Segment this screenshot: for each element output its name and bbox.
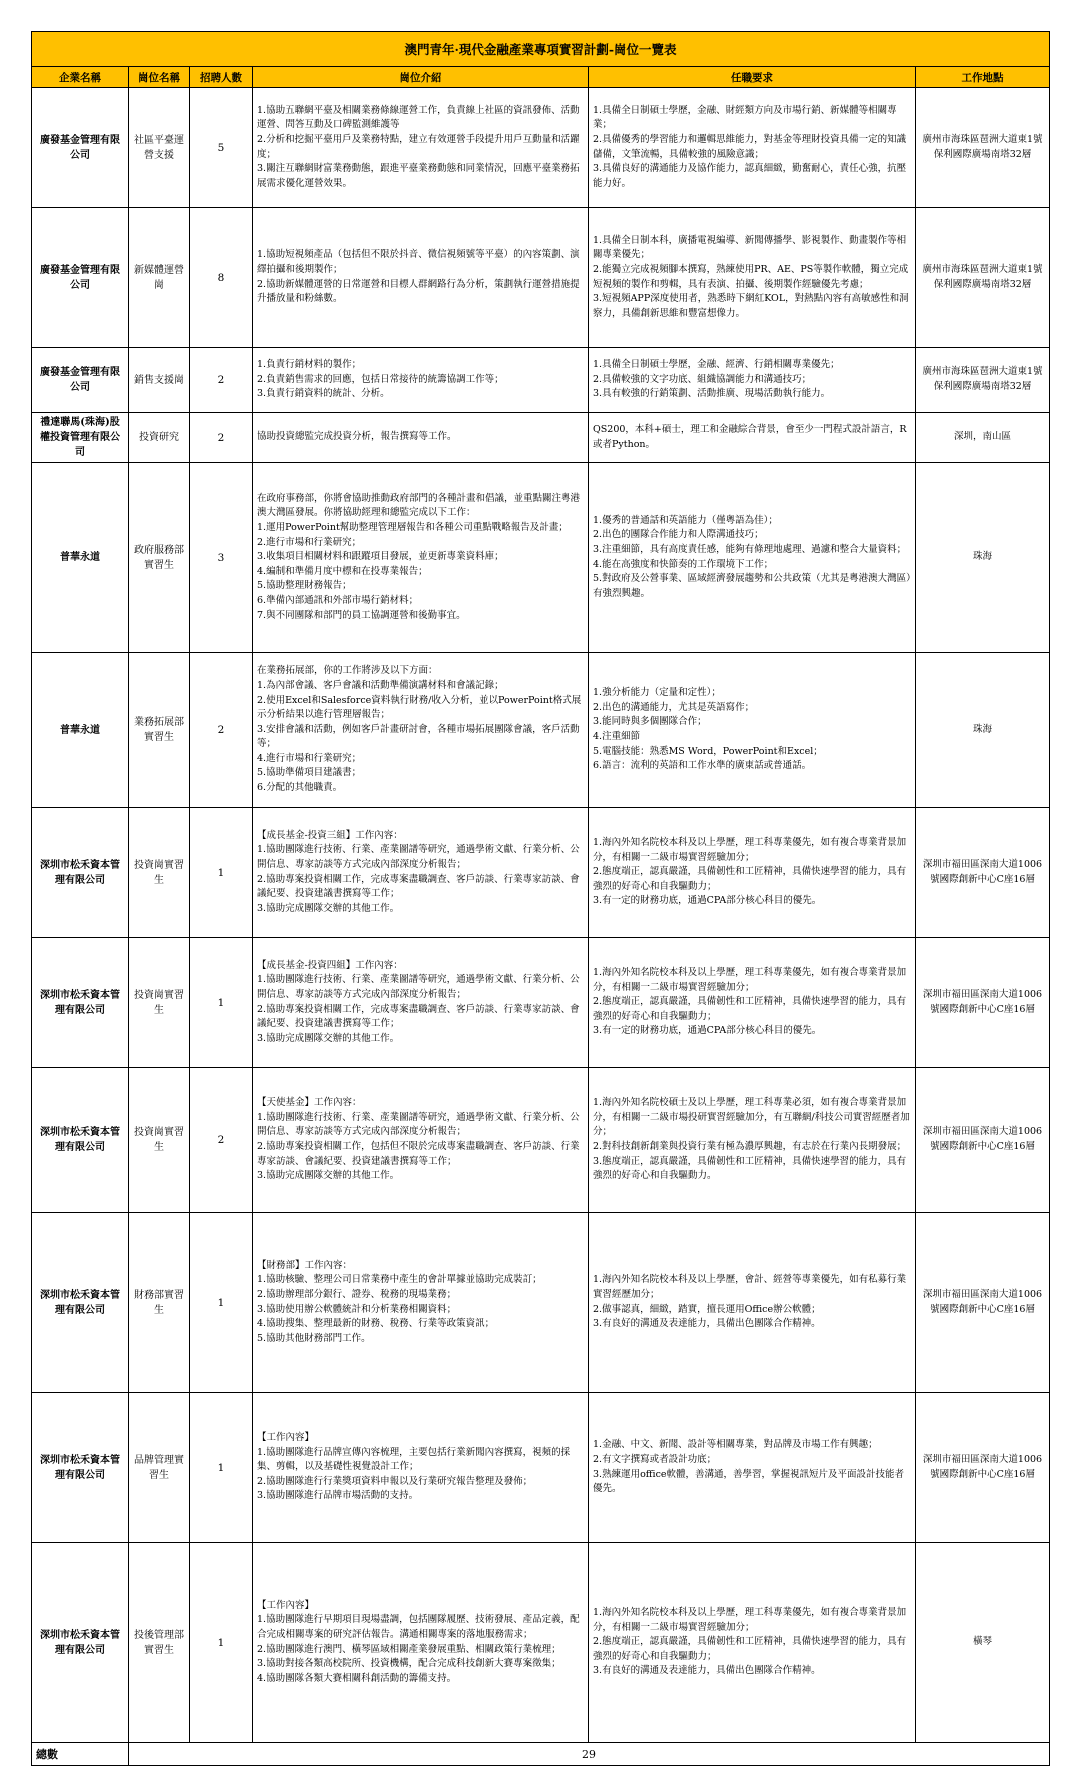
description-cell: 【工作內容】 1.協助團隊進行早期項目現場盡調，包括團隊履歷、技術發展、產品定義，配合完成相關專案的研究評估報告。溝通相關專案的落地服務需求； 2.協助團隊進行澳門、橫琴區域相關產業發展重點、相關政策行業梳理； 3.協助對接各類高校院所、投資機構，配合完成科技創新大賽專案徵集； 4.協助團隊各類大賽相關科創活動的籌備支持。: [253, 1543, 589, 1743]
requirements-cell: 1.海內外知名院校碩士及以上學歷，理工科專業必須，如有複合專業背景加分，有相關一二級市場投研實習經驗加分，有互聯網/科技公司實習經歷者加分； 2.對科技創新創業與投資行業有極為濃厚興趣，有志於在行業內長期發展； 3.態度端正，認真嚴謹，具備韌性和工匠精神，具備快速學習的能力，具有強烈的好奇心和自我驅動力。: [589, 1068, 916, 1213]
table-row: [32, 1068, 1050, 1213]
requirements-cell: 1.金融、中文、新聞、設計等相關專業，對品牌及市場工作有興趣； 2.有文字撰寫或者設計功底； 3.熟練運用office軟體，善溝通，善學習，掌握視訊短片及平面設計技能者優先。: [589, 1393, 916, 1543]
company-cell: 廣發基金管理有限公司: [32, 88, 129, 208]
company-cell: 廣發基金管理有限公司: [32, 208, 129, 348]
description-cell: 協助投資總監完成投資分析，報告撰寫等工作。: [253, 413, 589, 463]
position-cell: 業務拓展部實習生: [129, 653, 190, 808]
location-cell: 廣州市海珠區琶洲大道東1號保利國際廣場南塔32層: [916, 88, 1050, 208]
total-label: 總數: [32, 1743, 129, 1766]
header-position: 崗位名稱: [129, 67, 190, 88]
count-cell: 5: [190, 88, 253, 208]
table-row: [32, 413, 1050, 463]
position-cell: 政府服務部實習生: [129, 463, 190, 653]
description-cell: 在政府事務部，你將會協助推動政府部門的各種計畫和倡議，並重點關注粵港澳大灣區發展。你將協助經理和總監完成以下工作： 1.運用PowerPoint幫助整理管理層報告和各種公司重點戰略報告及計畫； 2.進行市場和行業研究； 3.收集項目相關材料和跟蹤項目發展，並更新專業資料庫； 4.編制和準備月度中標和在投專業報告； 5.協助整理財務報告； 6.準備內部通訊和外部市場行銷材料； 7.與不同團隊和部門的員工協調運營和後勤事宜。: [253, 463, 589, 653]
header-requirements: 任職要求: [589, 67, 916, 88]
requirements-cell: 1.具備全日制碩士學歷，金融、經濟、行銷相關專業優先； 2.具備較強的文字功底、組織協調能力和溝通技巧； 3.具有較強的行銷策劃、活動推廣、現場活動執行能力。: [589, 348, 916, 413]
description-cell: 【成長基金-投資四組】工作內容： 1.協助團隊進行技術、行業、產業圖譜等研究，通過學術文獻、行業分析、公開信息、專家訪談等方式完成內部深度分析報告； 2.協助專案投資相關工作，完成專案盡職調查、客戶訪談、行業專家訪談、會議紀要、投資建議書撰寫等工作； 3.協助完成團隊交辦的其他工作。: [253, 938, 589, 1068]
table-row: [32, 1543, 1050, 1743]
count-cell: 2: [190, 348, 253, 413]
description-cell: 1.協助五聯網平臺及相關業務條線運營工作，負責線上社區的資訊發佈、活動運營、問答互動及口碑監測維護等 2.分析和挖掘平臺用戶及業務特點，建立有效運營手段提升用戶互動量和活躍度； 3.關注互聯網財富業務動態，跟進平臺業務動態和同業情況，回應平臺業務拓展需求優化運營效果。: [253, 88, 589, 208]
table-row: [32, 1393, 1050, 1543]
header-description: 崗位介紹: [253, 67, 589, 88]
location-cell: 深圳市福田區深南大道1006號國際創新中心C座16層: [916, 1393, 1050, 1543]
company-cell: 深圳市松禾資本管理有限公司: [32, 1543, 129, 1743]
location-cell: 珠海: [916, 463, 1050, 653]
table-row: [32, 88, 1050, 208]
company-cell: 深圳市松禾資本管理有限公司: [32, 1393, 129, 1543]
count-cell: 2: [190, 653, 253, 808]
requirements-cell: 1.優秀的普通話和英語能力（僅粵語為佳）； 2.出色的團隊合作能力和人際溝通技巧； 3.注重細節，具有高度責任感，能夠有條理地處理、過濾和整合大量資料； 4.能在高強度和快節奏的工作環境下工作； 5.對政府及公營事業、區域經濟發展趨勢和公共政策（尤其是粵港澳大灣區）有強烈興趣。: [589, 463, 916, 653]
total-row: [32, 1743, 1050, 1766]
position-cell: 社區平臺運營支援: [129, 88, 190, 208]
requirements-cell: 1.海內外知名院校本科及以上學歷，理工科專業優先，如有複合專業背景加分，有相關一二級市場實習經驗加分； 2.態度端正，認真嚴謹，具備韌性和工匠精神，具備快速學習的能力，具有強烈的好奇心和自我驅動力； 3.有良好的溝通及表達能力，具備出色團隊合作精神。: [589, 1543, 916, 1743]
location-cell: 橫琴: [916, 1543, 1050, 1743]
count-cell: 2: [190, 1068, 253, 1213]
description-cell: 【成長基金-投資三組】工作內容： 1.協助團隊進行技術、行業、產業圖譜等研究，通過學術文獻、行業分析、公開信息、專家訪談等方式完成內部深度分析報告； 2.協助專案投資相關工作，完成專案盡職調查、客戶訪談、行業專家訪談、會議紀要、投資建議書撰寫等工作； 3.協助完成團隊交辦的其他工作。: [253, 808, 589, 938]
title-row: [32, 32, 1050, 67]
position-cell: 投資崗實習生: [129, 808, 190, 938]
position-cell: 投資研究: [129, 413, 190, 463]
count-cell: 3: [190, 463, 253, 653]
position-cell: 投後管理部實習生: [129, 1543, 190, 1743]
company-cell: 深圳市松禾資本管理有限公司: [32, 1213, 129, 1393]
location-cell: 深圳市福田區深南大道1006號國際創新中心C座16層: [916, 808, 1050, 938]
location-cell: 廣州市海珠區琶洲大道東1號保利國際廣場南塔32層: [916, 208, 1050, 348]
position-cell: 投資崗實習生: [129, 938, 190, 1068]
description-cell: 【天使基金】工作內容： 1.協助團隊進行技術、行業、產業圖譜等研究，通過學術文獻、行業分析、公開信息、專家訪談等方式完成內部深度分析報告； 2.協助專案投資相關工作，包括但不限於完成專案盡職調查、客戶訪談、行業專家訪談、會議紀要、投資建議書撰寫等工作； 3.協助完成團隊交辦的其他工作。: [253, 1068, 589, 1213]
position-cell: 銷售支援崗: [129, 348, 190, 413]
description-cell: 【工作內容】 1.協助團隊進行品牌宣傳內容梳理，主要包括行業新聞內容撰寫，視頻的採集、剪輯，以及基礎性視覺設計工作； 2.協助團隊進行行業獎項資料申報以及行業研究報告整理及發佈； 3.協助團隊進行品牌市場活動的支持。: [253, 1393, 589, 1543]
page-title: 澳門青年·現代金融產業專項實習計劃-崗位一覽表: [32, 32, 1050, 67]
requirements-cell: QS200，本科+碩士，理工和金融綜合背景，會至少一門程式設計語言，R或者Python。: [589, 413, 916, 463]
location-cell: 深圳，南山區: [916, 413, 1050, 463]
company-cell: 禮達聯馬(珠海)股權投資管理有限公司: [32, 413, 129, 463]
description-cell: 【財務部】工作內容： 1.協助核驗、整理公司日常業務中產生的會計單據並協助完成裝訂； 2.協助辦理部分銀行、證券、稅務的現場業務； 3.協助使用辦公軟體統計和分析業務相關資料； 4.協助搜集、整理最新的財務、稅務、行業等政策資訊； 5.協助其他財務部門工作。: [253, 1213, 589, 1393]
count-cell: 2: [190, 413, 253, 463]
header-row: [32, 67, 1050, 88]
position-cell: 投資崗實習生: [129, 1068, 190, 1213]
header-location: 工作地點: [916, 67, 1050, 88]
total-value: 29: [129, 1743, 1050, 1766]
header-count: 招聘人數: [190, 67, 253, 88]
requirements-cell: 1.具備全日制本科，廣播電視編導、新聞傳播學、影視製作、動畫製作等相關專業優先； 2.能獨立完成視頻腳本撰寫，熟練使用PR、AE、PS等製作軟體，獨立完成短視頻的製作和剪輯，具有表演、拍攝、後期製作經驗優先考慮； 3.短視頻APP深度使用者，熟悉時下網紅KOL，對熱點內容有高敏感性和洞察力，具備創新思維和豐富想像力。: [589, 208, 916, 348]
location-cell: 廣州市海珠區琶洲大道東1號保利國際廣場南塔32層: [916, 348, 1050, 413]
table-row: [32, 653, 1050, 808]
table-row: [32, 808, 1050, 938]
description-cell: 1.協助短視頻產品（包括但不限於抖音、微信視頻號等平臺）的內容策劃、演繹拍攝和後期製作； 2.協助新媒體運營的日常運營和目標人群網路行為分析，策劃執行運營措施提升播放量和粉絲數。: [253, 208, 589, 348]
position-cell: 品牌管理實習生: [129, 1393, 190, 1543]
location-cell: 深圳市福田區深南大道1006號國際創新中心C座16層: [916, 1213, 1050, 1393]
requirements-cell: 1.強分析能力（定量和定性）； 2.出色的溝通能力，尤其是英語寫作； 3.能同時與多個團隊合作； 4.注重細節 5.電腦技能：熟悉MS Word，PowerPoint和Excel； 6.語言：流利的英語和工作水準的廣東話或普通話。: [589, 653, 916, 808]
location-cell: 深圳市福田區深南大道1006號國際創新中心C座16層: [916, 938, 1050, 1068]
count-cell: 1: [190, 1393, 253, 1543]
company-cell: 深圳市松禾資本管理有限公司: [32, 938, 129, 1068]
position-cell: 新媒體運營崗: [129, 208, 190, 348]
positions-table: [31, 31, 1050, 1766]
location-cell: 深圳市福田區深南大道1006號國際創新中心C座16層: [916, 1068, 1050, 1213]
count-cell: 1: [190, 1213, 253, 1393]
requirements-cell: 1.海內外知名院校本科及以上學歷，理工科專業優先，如有複合專業背景加分，有相關一二級市場實習經驗加分； 2.態度端正，認真嚴謹，具備韌性和工匠精神，具備快速學習的能力，具有強烈的好奇心和自我驅動力； 3.有一定的財務功底，通過CPA部分核心科目的優先。: [589, 938, 916, 1068]
count-cell: 1: [190, 808, 253, 938]
count-cell: 8: [190, 208, 253, 348]
company-cell: 廣發基金管理有限公司: [32, 348, 129, 413]
requirements-cell: 1.海內外知名院校本科及以上學歷，理工科專業優先，如有複合專業背景加分，有相關一二級市場實習經驗加分； 2.態度端正，認真嚴謹，具備韌性和工匠精神，具備快速學習的能力，具有強烈的好奇心和自我驅動力； 3.有一定的財務功底，通過CPA部分核心科目的優先。: [589, 808, 916, 938]
company-cell: 深圳市松禾資本管理有限公司: [32, 808, 129, 938]
description-cell: 在業務拓展部，你的工作將涉及以下方面： 1.為內部會議、客戶會議和活動準備演講材料和會議記錄； 2.使用Excel和Salesforce資料執行財務/收入分析，並以PowerPoint格式展示分析結果以進行管理層報告； 3.安排會議和活動，例如客戶計畫研討會，各種市場拓展團隊會議，客戶活動等； 4.進行市場和行業研究； 5.協助準備項目建議書； 6.分配的其他職責。: [253, 653, 589, 808]
company-cell: 普華永道: [32, 463, 129, 653]
header-company: 企業名稱: [32, 67, 129, 88]
count-cell: 1: [190, 938, 253, 1068]
table-row: [32, 938, 1050, 1068]
requirements-cell: 1.海內外知名院校本科及以上學歷，會計、經營等專業優先，如有私募行業實習經歷加分； 2.做事認真，細緻，踏實，擅長運用Office辦公軟體； 3.有良好的溝通及表達能力，具備出色團隊合作精神。: [589, 1213, 916, 1393]
table-row: [32, 208, 1050, 348]
table-row: [32, 1213, 1050, 1393]
company-cell: 普華永道: [32, 653, 129, 808]
position-cell: 財務部實習生: [129, 1213, 190, 1393]
table-row: [32, 348, 1050, 413]
requirements-cell: 1.具備全日制碩士學歷，金融、財經類方向及市場行銷、新媒體等相關專業； 2.具備優秀的學習能力和邏輯思維能力，對基金等理財投資具備一定的知識儲備，文筆流暢，具備較強的風險意識； 3.具備良好的溝通能力及協作能力，認真細緻，勤奮耐心，責任心強，抗壓能力好。: [589, 88, 916, 208]
location-cell: 珠海: [916, 653, 1050, 808]
count-cell: 1: [190, 1543, 253, 1743]
table-row: [32, 463, 1050, 653]
description-cell: 1.負責行銷材料的製作； 2.負責銷售需求的回應，包括日常接待的統籌協調工作等； 3.負責行銷資料的統計、分析。: [253, 348, 589, 413]
company-cell: 深圳市松禾資本管理有限公司: [32, 1068, 129, 1213]
